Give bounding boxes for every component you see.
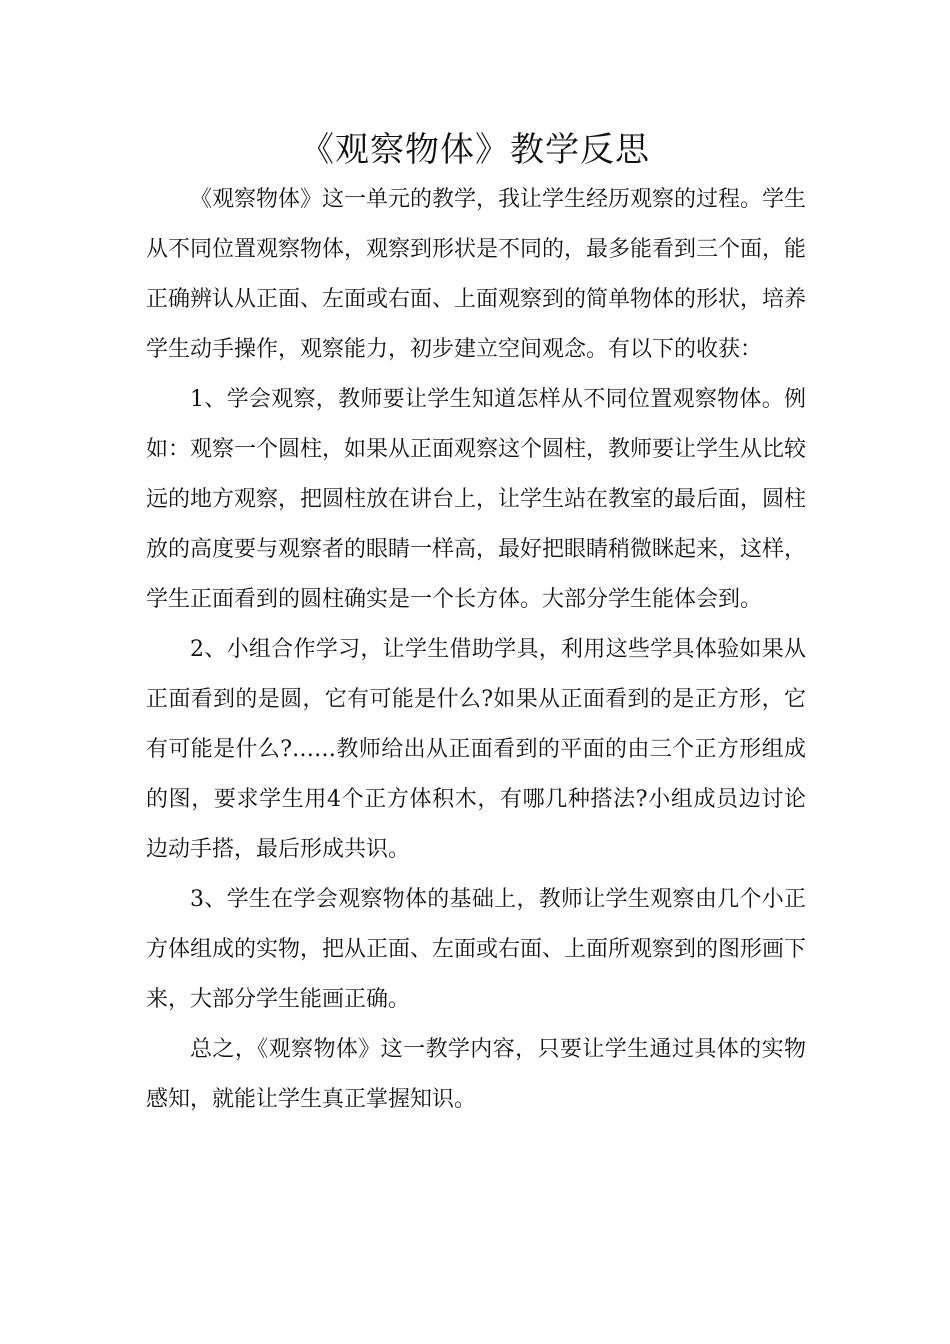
paragraph-point-3: 3、学生在学会观察物体的基础上，教师让学生观察由几个小正方体组成的实物，把从正面、左面或右面、上面所观察到的图形画下来，大部分学生能画正确。 (146, 887, 807, 1012)
paragraph-point-2: 2、小组合作学习，让学生借助学具，利用这些学具体验如果从正面看到的是圆，它有可能是什么?如果从正面看到的是正方形，它有可能是什么?……教师给出从正面看到的平面的由三个正方形组成的图，要求学生用4个正方体积木，有哪几种搭法?小组成员边讨论边动手搭，最后形成共识。 (146, 637, 806, 862)
document-body (146, 175, 806, 1125)
paragraph-conclusion: 总之，《观察物体》这一教学内容，只要让学生通过具体的实物感知，就能让学生真正掌握知识。 (146, 1037, 806, 1112)
document-title: 《观察物体》教学反思 (300, 130, 650, 170)
paragraph-intro: 《观察物体》这一单元的教学，我让学生经历观察的过程。学生从不同位置观察物体，观察到形状是不同的，最多能看到三个面，能正确辨认从正面、左面或右面、上面观察到的简单物体的形状，培养学生动手操作，观察能力，初步建立空间观念。有以下的收获： (146, 187, 807, 362)
paragraph-point-1: 1、学会观察，教师要让学生知道怎样从不同位置观察物体。例如：观察一个圆柱，如果从正面观察这个圆柱，教师要让学生从比较远的地方观察，把圆柱放在讲台上，让学生站在教室的最后面，圆柱放的高度要与观察者的眼睛一样高，最好把眼睛稍微眯起来，这样，学生正面看到的圆柱确实是一个长方体。大部分学生能体会到。 (146, 387, 807, 612)
